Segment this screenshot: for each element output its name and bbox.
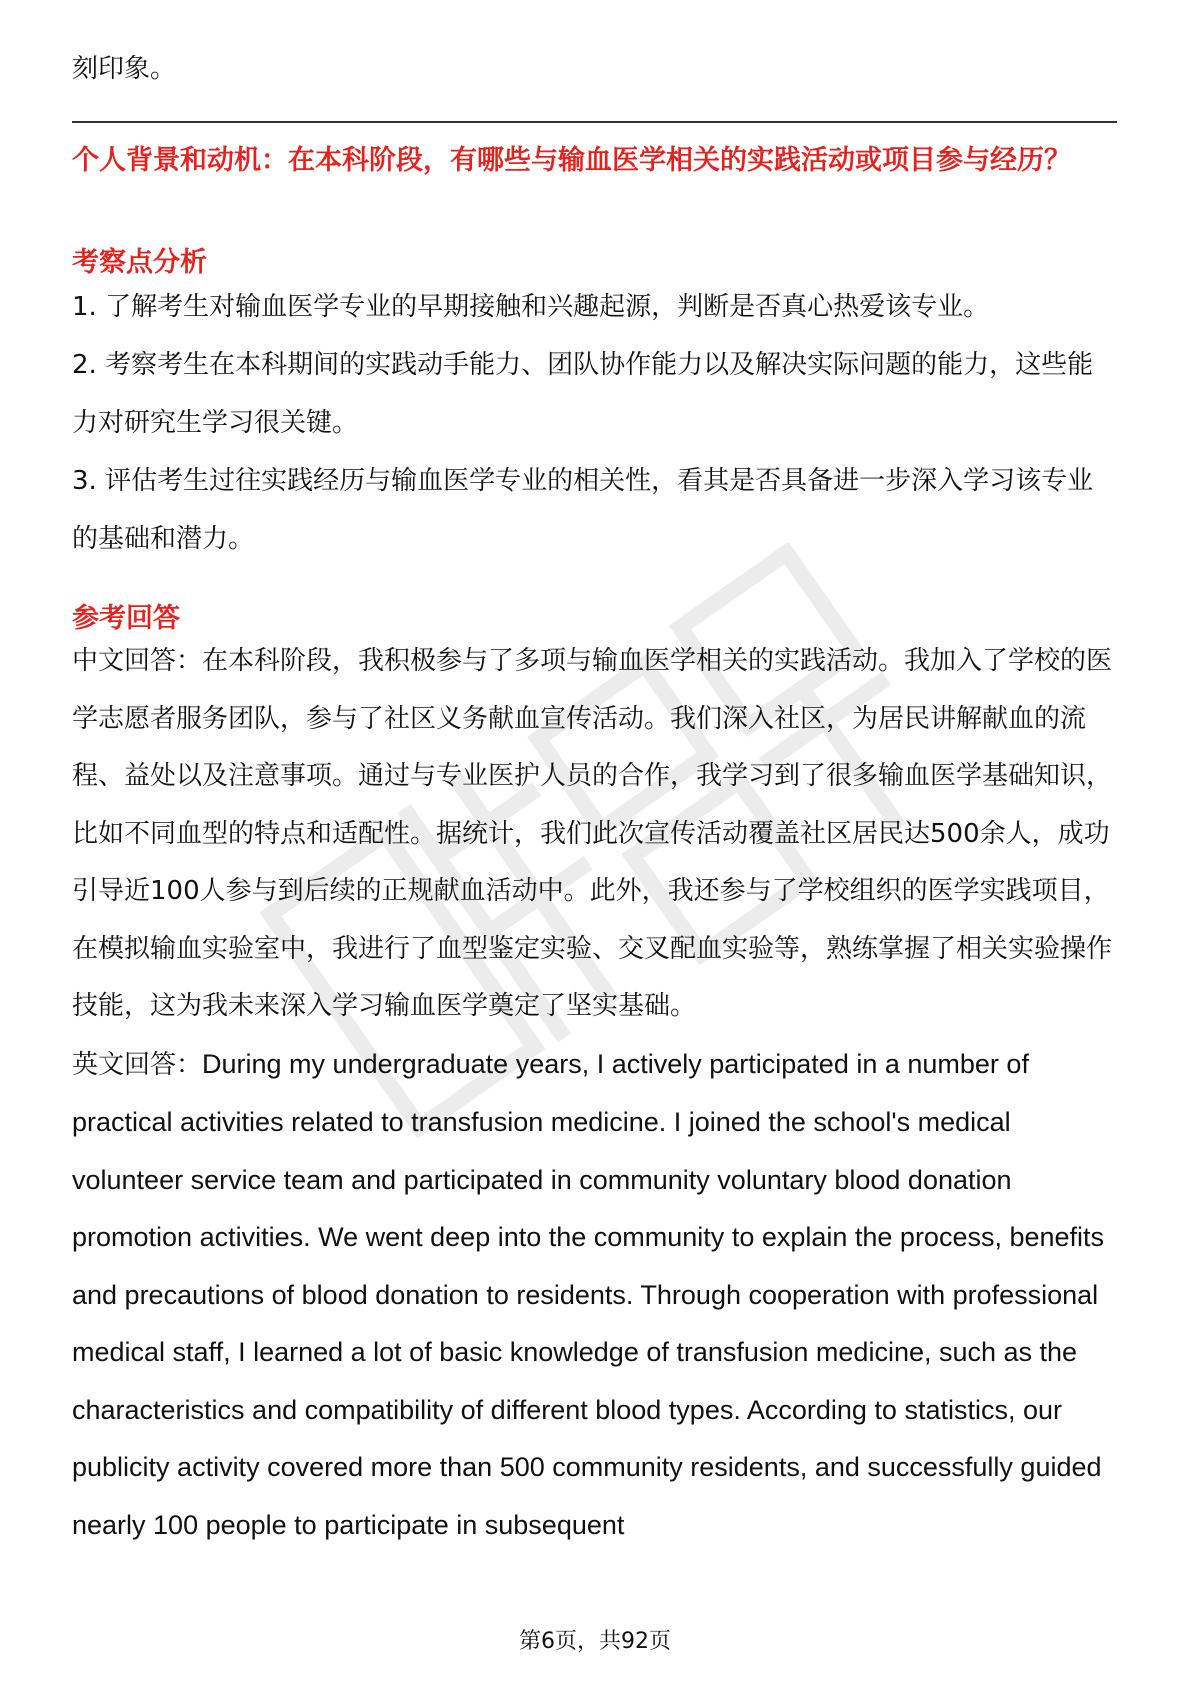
- chinese-answer-label: 中文回答：: [72, 646, 203, 676]
- english-answer: [72, 1036, 1117, 1555]
- answer-heading: 参考回答: [72, 603, 180, 634]
- answer-body: [72, 633, 1117, 1554]
- analysis-item: 2. 考察考生在本科期间的实践动手能力、团队协作能力以及解决实际问题的能力，这些能力对研究生学习很关键。: [72, 350, 1094, 438]
- carryover-text: 刻印象。: [72, 54, 177, 84]
- question-heading: 个人背景和动机：在本科阶段，有哪些与输血医学相关的实践活动或项目参与经历？: [72, 145, 1071, 176]
- chinese-answer: [72, 633, 1117, 1036]
- english-answer-label: 英文回答：: [72, 1049, 203, 1080]
- analysis-heading: 考察点分析: [72, 247, 207, 278]
- chinese-answer-text: 在本科阶段，我积极参与了多项与输血医学相关的实践活动。我加入了学校的医学志愿者服务团队，参与了社区义务献血宣传活动。我们深入社区，为居民讲解献血的流程、益处以及注意事项。通过与专业医护人员的合作，我学习到了很多输血医学基础知识，比如不同血型的特点和适配性。据统计，我们此次宣传活动覆盖社区居民达500余人，成功引导近100人参与到后续的正规献血活动中。此外，我还参与了学校组织的医学实践项目，在模拟输血实验室中，我进行了血型鉴定实验、交叉配血实验等，熟练掌握了相关实验操作技能，这为我未来深入学习输血医学奠定了坚实基础。: [72, 646, 1113, 1021]
- section-divider: [72, 121, 1117, 123]
- analysis-list: [72, 278, 1117, 568]
- analysis-item: 3. 评估考生过往实践经历与输血医学专业的相关性，看其是否具备进一步深入学习该专业的基础和潜力。: [72, 466, 1094, 554]
- english-answer-text: During my undergraduate years, I actively participated in a number of practical activities related to transfusion medicine. I joined the school's medical volunteer service team and participated in community voluntary blood donation promotion activities. We went deep into the community to explain the process, benefits and precautions of blood donation to residents. Through cooperation with professional medical staff, I learned a lot of basic knowledge of transfusion medicine, such as the characteristics and compatibility of different blood types. According to statistics, our publicity activity covered more than 500 community residents, and successfully guided nearly 100 people to participate in subsequent: [72, 1048, 1105, 1540]
- analysis-item: 1. 了解考生对输血医学专业的早期接触和兴趣起源，判断是否真心热爱该专业。: [72, 292, 990, 322]
- page-number: 第6页，共92页: [519, 1629, 671, 1654]
